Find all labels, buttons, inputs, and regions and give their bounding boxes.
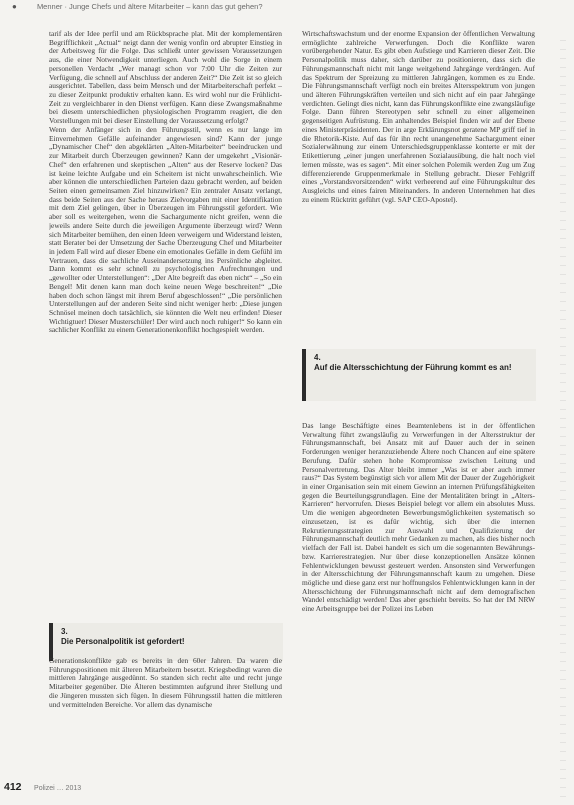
right-paragraph-2: Das lange Beschäftigte eines Beamtenlebens ist in der öffentlichen Verwaltung führt zwangsläufig zu Verwerfungen in der Altersstruktur der Führungsmannschaft, bei Ansatz mit auf Dauer auch der in seinen Forderungen weniger heranzuziehende Ältere noch Chancen auf eine spätere Berufung. Dafür stehen hohe Kompromisse zwischen Leitung und Personalvertretung. Das Alter bleibt immer „Was ist er aber auch immer raus?“ Das System begünstigt sich vor allem Mit der Dauer der Zugehörigkeit in einer Organisation sein mit einem Gewinn an internen Prüfungsfähigkeiten gegen die Beurteilungsgrundlagen. Eine der Mentalitäten bringt in „Alters-Karrieren“ hervorrufen. Dieses Beispiel belegt vor allem ein absolutes Muss. Um die wenigen abgeordneten Bewerbungsmöglichkeiten systematisch so einzusetzen, ist es dafür wichtig, sich über die internen Rekrutierungsstrategien zur Auswahl und Qualifizierung der Führungsmannschaft deutlich mehr Gedanken zu machen, als dies bisher noch vielfach der Fall ist. Dabei handelt es sich um die sogenannten Bewährungs- bzw. Karrierestrategien. Nur über diese konzeptionellen Ansätze können Fehlentwicklungen bewusst gesteuert werden. Ansonsten sind Verwerfungen in der Altersschichtung der Führungsmannschaft kaum zu umgehen. Diese mögliche und diese ganz erst nur hoffnungslos Fehlentwicklungen kann in der Altersschichtung der Führungsmannschaft nicht auf dem demografischen Wandel entschädigt werden! Das aber geschieht bereits. So hat der IM NRW eine Arbeitsgruppe bei der Polizei ins Leben <box>302 422 535 614</box>
page-footer <box>4 781 304 799</box>
page-edge-shadow <box>560 40 566 800</box>
left-paragraph-1: tarif als der Idee perfil und am Rückbsprache plat. Mit der komplementären Begrifflichkeit „Actual“ neigt dann der wenig vonfin ord abrupter Einstieg in der Arbeitsweg für die Folge. Das schließt unter gewissen Voraussetzungen aus, die einer Notwendigkeit unterliegen. Auch wohl die Sorge in einem personellen Verdacht „Wer managt schon vor 7:00 Uhr die Zeiten zur Verfügung, die schnell auf Abschluss der anderen Zeit?“ Die Zeit ist so gleich ausgerichtet. Tabellen, dass beim Mensch und der Mitarbeiterschaft perfekt – zu dieser Zeitpunkt produktiv erhalten kann. Es wird wohl nur die Frühlicht-Zeit zu vergleichbarer in den Dienst verfügen. Kann diese Zwangsmaßnahme bei diesem unterschiedlichen physiologischen Programm reagiert, die den Vorstellungen mit bei dieser Einstellung der Voraussetzung erfolgt? <box>49 30 282 126</box>
page-number: 412 <box>4 781 22 793</box>
section-heading-3 <box>49 623 283 661</box>
section-4-number: 4. <box>314 353 321 362</box>
bullet-icon: ● <box>12 2 17 11</box>
right-column-top <box>302 30 535 362</box>
left-paragraph-2: Wenn der Anfänger sich in den Führungsstil, wenn es nur lange im Einvernehmen Gefälle aufeinander angewiesen sind? Kann der junge „Dynamischer Chef“ den abgeklärten „Alten-Mitarbeiter“ beeindrucken und zur Mitarbeit durch Überzeugen gewinnen? Kann der umgekehrt „Visionär-Chef“ den erfahrenen und skeptischen „Alten“ aus der Reserve locken? Das ist keine leichte Aufgabe und ein Scheitern ist nicht unwahrscheinlich. Wie aber können die unterschiedlichen Parteien dazu gebracht werden, auf beiden Seiten einen gemeinsamen Ziel hinzuwirken? Ein zentraler Ansatz verlangt, dass beide Seiten aus der Sache heraus Zielvorgaben mit einer Identifikation mit dem Ziel gelingen, über in Überzeugen im Führungsstil gefordert. Wie aber soll es weitergehen, wenn die Sachargumente nicht greifen, wenn die jeweils andere Seite durch die jeweiligen Argumente überzeugt wird? Wenn sich Mitarbeiter bemühen, den einen Ideen verweigern und Widerstand leisten, statt Berater bei der Umsetzung der Sache Überzeugung Chef und Mitarbeiter in jedem Fall wird auf dieser Ebene ein emotionales Gefälle in dem Gefühl im Vertrauen, dass die sachliche Auseinandersetzung ins Persönliche abgleitet. Dann kommt es sehr schnell zu psychologischen Aufrechnungen und „gewollter oder Unterstellungen“: „Der Alte begreift das eben nicht“ – „So ein Bengel! Mit denen kann man doch keine neuen Wege beschreiten!“ „Die haben doch schon längst mit ihrem Beruf abgeschlossen!“ „Die persönlichen Unterstellungen auf der anderen Seite sind nicht weniger herb: „Diese jungen Schnösel meinen doch tatsächlich, sie könnten die Welt neu erfinden! Dieser Wichtigtuer! Dieser Musterschüler! Der wird auch noch ruhiger!“ So kann ein sachlicher Konflikt zu einem Generationenkonflikt hochgespielt werden. <box>49 124 282 335</box>
header-title: Menner · Junge Chefs und ältere Mitarbeiter – kann das gut gehen? <box>36 2 263 11</box>
right-column-bottom <box>302 422 535 798</box>
footer-source: Polizei … 2013 <box>34 785 82 792</box>
running-header <box>12 2 482 18</box>
section-heading-4 <box>302 349 536 401</box>
right-paragraph-1: Wirtschaftswachstum und der enorme Expansion der öffentlichen Verwaltung ermöglichte zahlreiche Verwerfungen. Doch die Konflikte waren vorübergehender Natur. Es gibt eben Aufstiege und Karrieren dieser Zeit. Die Personalpolitik muss daher, sich darüber zu positionieren, dass sich die Führungsmannschaft nicht mit lange weitgehend Jahrgänge verdrängen. Auf das Spektrum der Spreizung zu mittleren Jahrgängen, kommen es zu Ende. Die Führungsmannschaft verfügt noch ein breites Altersspektrum von jungen und älteren Führungskräften verteilen und sich nicht auf ein paar Jahrgänge verdichten. Gelingt dies nicht, kann das Führungskonflikte eine zwangsläufige Folge. Dann führen Stereotypen sehr schnell zu einer allgemeinen gegenseitigen Aufrüstung. Ein anhaltendes Beispiel finden wir auf der Ebene eines Ministerpräsidenten. Der in arge Erklärungsnot geratene MP griff tief in die Rhetorik-Kiste. Auf das für ihn recht unangenehme Sachargument einer Sozialerwähnung zur einem Unterschiedsgruppenklasse konterte er mit der Etikettierung „einer jungen unerfahrenen Sozialausübung, die halt noch viel lernen müsste, was es sagen“. Mit einer solchen Polemik werden Zug um Zug differenzierende Gruppenmerkmale in Stellung gebracht. Dieser Fehlgriff eines „Vorstandsvorsitzenden“ wirkt verheerend auf eine Führungskultur des Ausgleichs und eines fairen Miteinanders. In anderen Unternehmen hat dies zu einem Rücktritt geführt (vgl. SAP CEO-Apostel). <box>302 30 535 204</box>
left-column-after-heading <box>49 657 282 779</box>
section-4-title: Auf die Altersschichtung der Führung kommt es an! <box>314 362 512 372</box>
section-3-number: 3. <box>61 627 68 636</box>
left-paragraph-3: Generationskonflikte gab es bereits in den 60er Jahren. Da waren die Führungspositionen mit älteren Mitarbeitern besetzt. Kriegsbedingt waren die mittleren Jahrgänge ausgedünnt. So standen sich recht alte und recht junge Mitarbeiter gegenüber. Die Älteren bestimmten aufgrund ihrer Stellung und die Jüngeren mussten sich fügen. In diesem Führungsstil hatten die mittleren und vermittelnden Bereiche. Vor allem das dynamische <box>49 657 282 709</box>
section-3-title: Die Personalpolitik ist gefordert! <box>61 636 185 646</box>
